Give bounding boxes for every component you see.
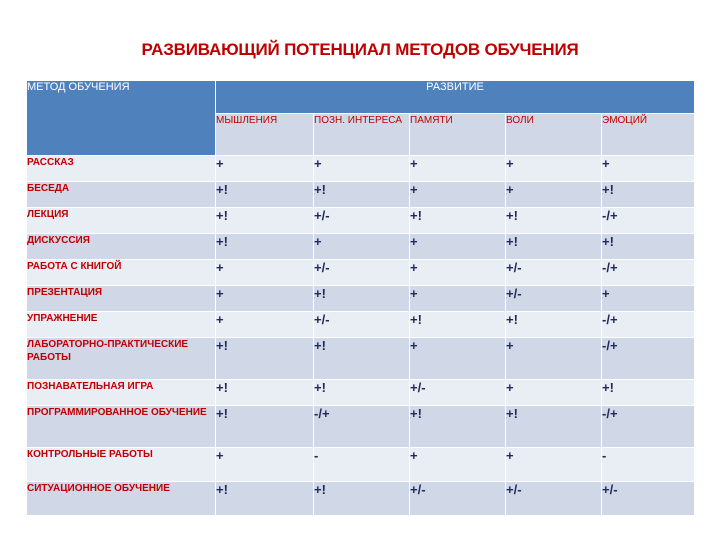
rating-cell: + — [410, 338, 506, 380]
method-name: ПРЕЗЕНТАЦИЯ — [27, 286, 216, 312]
rating-cell: + — [216, 312, 314, 338]
method-name: УПРАЖНЕНИЕ — [27, 312, 216, 338]
rating-cell: + — [410, 448, 506, 482]
rating-cell: +! — [506, 406, 602, 448]
methods-table — [26, 80, 695, 516]
rating-cell: +/- — [410, 482, 506, 516]
rating-cell: + — [410, 234, 506, 260]
subheader-memory: ПАМЯТИ — [410, 114, 506, 156]
rating-cell: +/- — [314, 312, 410, 338]
page-title: РАЗВИВАЮЩИЙ ПОТЕНЦИАЛ МЕТОДОВ ОБУЧЕНИЯ — [141, 40, 579, 59]
rating-cell: +! — [506, 312, 602, 338]
method-name: ЛАБОРАТОРНО-ПРАКТИЧЕСКИЕ РАБОТЫ — [27, 338, 216, 380]
rating-cell: +/- — [506, 286, 602, 312]
rating-cell: +! — [216, 338, 314, 380]
rating-cell: +/- — [602, 482, 695, 516]
rating-cell: + — [410, 260, 506, 286]
rating-cell: +! — [216, 380, 314, 406]
rating-cell: + — [506, 380, 602, 406]
rating-cell: + — [602, 156, 695, 182]
rating-cell: +! — [314, 380, 410, 406]
subheader-emotions: ЭМОЦИЙ — [602, 114, 695, 156]
method-name: РАССКАЗ — [27, 156, 216, 182]
rating-cell: +! — [216, 234, 314, 260]
table-row — [27, 286, 695, 312]
rating-cell: -/+ — [602, 208, 695, 234]
rating-cell: + — [506, 182, 602, 208]
rating-cell: + — [506, 338, 602, 380]
rating-cell: + — [410, 182, 506, 208]
rating-cell: +/- — [506, 260, 602, 286]
table-row — [27, 208, 695, 234]
table-row — [27, 260, 695, 286]
table-row — [27, 406, 695, 448]
method-name: ЛЕКЦИЯ — [27, 208, 216, 234]
table-row — [27, 182, 695, 208]
method-name: СИТУАЦИОННОЕ ОБУЧЕНИЕ — [27, 482, 216, 516]
method-column-header: МЕТОД ОБУЧЕНИЯ — [27, 81, 216, 156]
rating-cell: + — [314, 156, 410, 182]
rating-cell: -/+ — [602, 338, 695, 380]
subheader-thinking: МЫШЛЕНИЯ — [216, 114, 314, 156]
rating-cell: -/+ — [602, 260, 695, 286]
rating-cell: +! — [410, 312, 506, 338]
rating-cell: + — [314, 234, 410, 260]
rating-cell: +! — [216, 208, 314, 234]
table-row — [27, 448, 695, 482]
rating-cell: +! — [216, 482, 314, 516]
rating-cell: + — [216, 448, 314, 482]
table-row — [27, 338, 695, 380]
rating-cell: +! — [314, 182, 410, 208]
rating-cell: +! — [506, 234, 602, 260]
method-name: КОНТРОЛЬНЫЕ РАБОТЫ — [27, 448, 216, 482]
method-name: ПОЗНАВАТЕЛЬНАЯ ИГРА — [27, 380, 216, 406]
method-name: ПРОГРАММИРОВАННОЕ ОБУЧЕНИЕ — [27, 406, 216, 448]
rating-cell: + — [216, 156, 314, 182]
rating-cell: +/- — [506, 482, 602, 516]
rating-cell: + — [216, 286, 314, 312]
development-header: РАЗВИТИЕ — [216, 81, 695, 114]
rating-cell: +/- — [410, 380, 506, 406]
rating-cell: +! — [216, 182, 314, 208]
rating-cell: - — [314, 448, 410, 482]
rating-cell: + — [506, 448, 602, 482]
rating-cell: +! — [410, 406, 506, 448]
rating-cell: +/- — [314, 260, 410, 286]
method-name: БЕСЕДА — [27, 182, 216, 208]
method-name: РАБОТА С КНИГОЙ — [27, 260, 216, 286]
table-row — [27, 156, 695, 182]
rating-cell: +! — [410, 208, 506, 234]
rating-cell: +! — [314, 338, 410, 380]
rating-cell: +/- — [314, 208, 410, 234]
rating-cell: +! — [602, 234, 695, 260]
rating-cell: + — [506, 156, 602, 182]
rating-cell: +! — [216, 406, 314, 448]
subheader-will: ВОЛИ — [506, 114, 602, 156]
method-name: ДИСКУССИЯ — [27, 234, 216, 260]
rating-cell: + — [216, 260, 314, 286]
rating-cell: - — [602, 448, 695, 482]
rating-cell: +! — [506, 208, 602, 234]
rating-cell: +! — [602, 380, 695, 406]
table-row — [27, 482, 695, 516]
rating-cell: -/+ — [602, 312, 695, 338]
table-body — [27, 156, 695, 516]
rating-cell: -/+ — [314, 406, 410, 448]
rating-cell: + — [410, 286, 506, 312]
rating-cell: + — [410, 156, 506, 182]
rating-cell: + — [602, 286, 695, 312]
rating-cell: +! — [314, 482, 410, 516]
table-row — [27, 380, 695, 406]
subheader-cognitive-interest: ПОЗН. ИНТЕРЕСА — [314, 114, 410, 156]
rating-cell: +! — [602, 182, 695, 208]
table-row — [27, 234, 695, 260]
rating-cell: +! — [314, 286, 410, 312]
table-row — [27, 312, 695, 338]
rating-cell: -/+ — [602, 406, 695, 448]
